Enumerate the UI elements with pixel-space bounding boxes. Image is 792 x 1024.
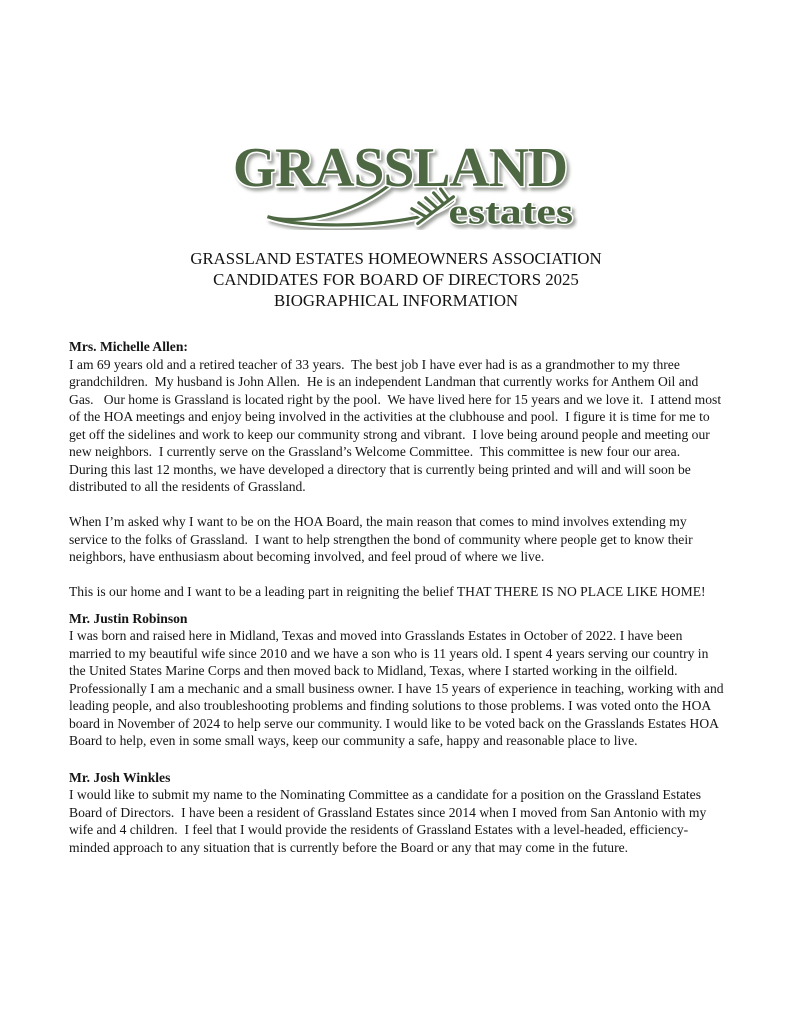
bio-paragraph: I would like to submit my name to the Nominating Committee as a candidate for a position on the Grassland Estates Board of Directors. I have been a resident of Grassland Estates since 2014 when I moved from San Antonio with my wife and 4 children. I feel that I would provide the residents of Grassland Estates with a level-headed, efficiency-minded approach to any situation that is currently before the Board or any that may come in the future.	[69, 787, 710, 855]
bio-paragraph: I was born and raised here in Midland, Texas and moved into Grasslands Estates in October of 2022. I have been married to my beautiful wife since 2010 and we have a son who is 11 years old. I spent 4 years serving our country in the United States Marine Corps and then moved back to Midland, Texas, where I started working in the oilfield. Professionally I am a mechanic and a small business owner. I have 15 years of experience in teaching, working with and leading people, and also troubleshooting problems and finding solutions to those problems. I was voted onto the HOA board in November of 2024 to help serve our community. I would like to be voted back on the Grasslands Estates HOA Board to help, even in some small ways, keep our community a safe, happy and reasonable place to live.	[69, 628, 727, 748]
grassland-logo-graphic	[222, 132, 578, 230]
candidate-name: Mr. Josh Winkles	[69, 769, 171, 785]
bio-paragraph: This is our home and I want to be a leading part in reigniting the belief THAT THERE IS NO PLACE LIKE HOME!	[69, 584, 706, 599]
candidate-name: Mrs. Michelle Allen:	[69, 339, 188, 354]
document-body	[69, 338, 725, 856]
title-line-association: GRASSLAND ESTATES HOMEOWNERS ASSOCIATION	[190, 249, 602, 268]
logo-secondary-text: estates	[448, 191, 574, 230]
title-line-candidates: CANDIDATES FOR BOARD OF DIRECTORS 2025	[213, 270, 579, 289]
bio-section-josh-winkles	[69, 769, 725, 857]
bio-paragraph: When I’m asked why I want to be on the HOA Board, the main reason that comes to mind involves extending my service to the folks of Grassland. I want to help strengthen the bond of community where people get to know their neighbors, have enthusiasm about becoming involved, and feel proud of where we live.	[69, 514, 697, 564]
bio-paragraph: I am 69 years old and a retired teacher of 33 years. The best job I have ever had is as a grandmother to my three grandchildren. My husband is John Allen. He is an independent Landman that currently works for Anthem Oil and Gas. Our home is Grassland is located right by the pool. We have lived here for 15 years and we love it. I attend most of the HOA meetings and enjoy being involved in the activities at the clubhouse and pool. I figure it is time for me to get off the sidelines and work to keep our community strong and vibrant. I love being around people and meeting our new neighbors. I currently serve on the Grassland’s Welcome Committee. This committee is new four our area. During this last 12 months, we have developed a directory that is currently being printed and will and will soon be distributed to all the residents of Grassland.	[69, 356, 725, 494]
candidate-name: Mr. Justin Robinson	[69, 610, 188, 626]
title-line-biographical: BIOGRAPHICAL INFORMATION	[273, 291, 519, 310]
bio-section-michelle-allen	[69, 338, 725, 601]
document-title	[0, 248, 792, 311]
grassland-estates-logo	[4, 132, 792, 230]
logo-primary-text: GRASSLAND	[232, 136, 568, 199]
bio-section-justin-robinson	[69, 610, 725, 750]
